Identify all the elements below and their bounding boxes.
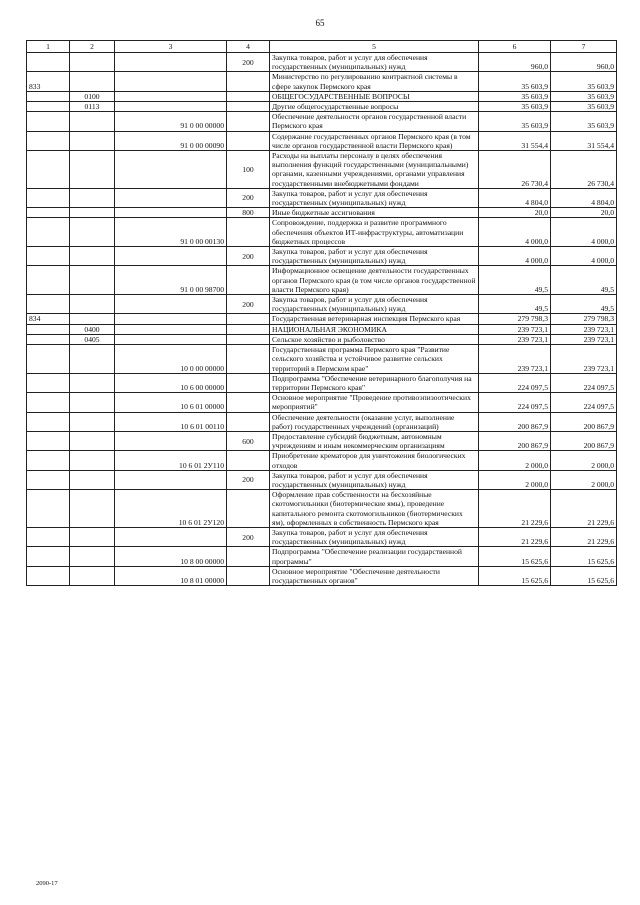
cell-target-article: 91 0 00 00090: [115, 131, 227, 150]
cell-expense-type: [227, 112, 270, 131]
cell-amount-year-1: 20,0: [479, 208, 551, 218]
cell-expense-type: [227, 324, 270, 334]
cell-ministry-code: [27, 208, 70, 218]
cell-amount-year-1: 4 804,0: [479, 188, 551, 207]
cell-section-code: [70, 527, 115, 546]
cell-expense-type: [227, 566, 270, 585]
cell-expense-type: [227, 72, 270, 91]
table-row: [27, 53, 617, 72]
cell-amount-year-2: 35 603,9: [551, 102, 617, 112]
cell-amount-year-2: 15 625,6: [551, 547, 617, 566]
table-row: [27, 451, 617, 470]
cell-amount-year-2: 15 625,6: [551, 566, 617, 585]
column-number: 2: [70, 41, 115, 53]
cell-target-article: [115, 470, 227, 489]
cell-amount-year-1: 239 723,1: [479, 334, 551, 344]
cell-amount-year-1: 2 000,0: [479, 451, 551, 470]
cell-amount-year-1: 224 097,5: [479, 373, 551, 392]
cell-amount-year-1: 31 554,4: [479, 131, 551, 150]
cell-description: Государственная ветеринарная инспекция Пермского края: [270, 314, 479, 324]
cell-ministry-code: 834: [27, 314, 70, 324]
cell-description: Иные бюджетные ассигнования: [270, 208, 479, 218]
cell-section-code: [70, 53, 115, 72]
cell-section-code: [70, 295, 115, 314]
cell-amount-year-1: 239 723,1: [479, 324, 551, 334]
cell-expense-type: 200: [227, 527, 270, 546]
cell-amount-year-2: 4 000,0: [551, 218, 617, 247]
cell-target-article: [115, 53, 227, 72]
cell-description: НАЦИОНАЛЬНАЯ ЭКОНОМИКА: [270, 324, 479, 334]
cell-target-article: 10 8 01 00000: [115, 566, 227, 585]
column-number: 6: [479, 41, 551, 53]
cell-amount-year-1: 26 730,4: [479, 151, 551, 189]
cell-amount-year-2: 35 603,9: [551, 112, 617, 131]
cell-target-article: 91 0 00 00130: [115, 218, 227, 247]
cell-ministry-code: [27, 266, 70, 295]
cell-ministry-code: [27, 112, 70, 131]
cell-ministry-code: [27, 295, 70, 314]
cell-expense-type: 600: [227, 431, 270, 450]
cell-expense-type: [227, 547, 270, 566]
column-number: 7: [551, 41, 617, 53]
table-row: [27, 247, 617, 266]
cell-amount-year-2: 49,5: [551, 266, 617, 295]
cell-amount-year-1: 21 229,6: [479, 490, 551, 528]
cell-target-article: 10 6 00 00000: [115, 373, 227, 392]
cell-description: Оформление прав собственности на бесхозяйные скотомогильники (биотермические ямы), проведение капитального ремонта скотомогильников (биотермических ям), оформленных в собственность Пермского края: [270, 490, 479, 528]
cell-section-code: [70, 373, 115, 392]
cell-expense-type: 100: [227, 151, 270, 189]
cell-ministry-code: [27, 490, 70, 528]
cell-ministry-code: [27, 393, 70, 412]
cell-expense-type: 200: [227, 295, 270, 314]
cell-description: Содержание государственных органов Пермского края (в том числе органов государственной власти Пермского края): [270, 131, 479, 150]
column-number: 3: [115, 41, 227, 53]
cell-description: Закупка товаров, работ и услуг для обеспечения государственных (муниципальных) нужд: [270, 53, 479, 72]
cell-amount-year-2: 35 603,9: [551, 91, 617, 101]
cell-amount-year-2: 31 554,4: [551, 131, 617, 150]
cell-section-code: 0100: [70, 91, 115, 101]
table-row: [27, 334, 617, 344]
cell-amount-year-1: 960,0: [479, 53, 551, 72]
cell-target-article: 10 6 01 2У120: [115, 490, 227, 528]
cell-section-code: [70, 151, 115, 189]
table-row: [27, 266, 617, 295]
cell-description: Приобретение крематоров для уничтожения биологических отходов: [270, 451, 479, 470]
cell-amount-year-2: 239 723,1: [551, 345, 617, 374]
cell-description: Министерство по регулированию контрактной системы в сфере закупок Пермского края: [270, 72, 479, 91]
cell-expense-type: [227, 490, 270, 528]
cell-section-code: [70, 451, 115, 470]
cell-amount-year-2: 20,0: [551, 208, 617, 218]
cell-description: Сельское хозяйство и рыболовство: [270, 334, 479, 344]
cell-section-code: 0405: [70, 334, 115, 344]
table-row: [27, 208, 617, 218]
cell-ministry-code: [27, 247, 70, 266]
cell-ministry-code: [27, 53, 70, 72]
cell-ministry-code: [27, 131, 70, 150]
cell-expense-type: [227, 266, 270, 295]
cell-expense-type: [227, 345, 270, 374]
cell-section-code: [70, 188, 115, 207]
cell-expense-type: [227, 314, 270, 324]
cell-target-article: [115, 208, 227, 218]
cell-amount-year-1: 35 603,9: [479, 72, 551, 91]
cell-description: Государственная программа Пермского края "Развитие сельского хозяйства и устойчивое развитие сельских территорий в Пермском крае": [270, 345, 479, 374]
cell-target-article: [115, 102, 227, 112]
table-row: [27, 566, 617, 585]
cell-ministry-code: [27, 218, 70, 247]
table-row: [27, 151, 617, 189]
cell-description: Закупка товаров, работ и услуг для обеспечения государственных (муниципальных) нужд: [270, 527, 479, 546]
cell-expense-type: 200: [227, 53, 270, 72]
cell-ministry-code: [27, 412, 70, 431]
cell-description: Подпрограмма "Обеспечение ветеринарного благополучия на территории Пермского края": [270, 373, 479, 392]
cell-target-article: 10 8 00 00000: [115, 547, 227, 566]
cell-amount-year-2: 21 229,6: [551, 527, 617, 546]
cell-amount-year-2: 279 798,3: [551, 314, 617, 324]
cell-ministry-code: [27, 324, 70, 334]
table-row: [27, 218, 617, 247]
cell-ministry-code: [27, 91, 70, 101]
cell-description: Подпрограмма "Обеспечение реализации государственной программы": [270, 547, 479, 566]
cell-section-code: [70, 345, 115, 374]
cell-description: Информационное освещение деятельности государственных органов Пермского края (в том числе органов государственной власти Пермского края): [270, 266, 479, 295]
table-row: [27, 112, 617, 131]
page-number: 65: [315, 18, 325, 28]
cell-description: Закупка товаров, работ и услуг для обеспечения государственных (муниципальных) нужд: [270, 188, 479, 207]
column-number-row: [27, 41, 617, 53]
cell-amount-year-1: 35 603,9: [479, 102, 551, 112]
cell-expense-type: 200: [227, 247, 270, 266]
cell-target-article: [115, 188, 227, 207]
cell-amount-year-2: 49,5: [551, 295, 617, 314]
cell-section-code: 0113: [70, 102, 115, 112]
table-row: [27, 314, 617, 324]
cell-ministry-code: 833: [27, 72, 70, 91]
cell-expense-type: [227, 412, 270, 431]
cell-section-code: [70, 266, 115, 295]
cell-target-article: 91 0 00 00000: [115, 112, 227, 131]
budget-rows: [27, 53, 617, 586]
cell-section-code: [70, 566, 115, 585]
cell-amount-year-2: 239 723,1: [551, 324, 617, 334]
cell-expense-type: [227, 334, 270, 344]
cell-section-code: [70, 412, 115, 431]
table-row: [27, 470, 617, 489]
cell-section-code: [70, 547, 115, 566]
table-row: [27, 345, 617, 374]
cell-target-article: 10 0 00 00000: [115, 345, 227, 374]
table-row: [27, 102, 617, 112]
table-row: [27, 393, 617, 412]
cell-amount-year-1: 239 723,1: [479, 345, 551, 374]
cell-description: Другие общегосударственные вопросы: [270, 102, 479, 112]
cell-section-code: [70, 393, 115, 412]
cell-description: Предоставление субсидий бюджетным, автономным учреждениям и иным некоммерческим организациям: [270, 431, 479, 450]
cell-amount-year-2: 2 000,0: [551, 470, 617, 489]
table-row: [27, 72, 617, 91]
cell-expense-type: [227, 131, 270, 150]
cell-expense-type: [227, 373, 270, 392]
cell-ministry-code: [27, 431, 70, 450]
table-row: [27, 188, 617, 207]
table-row: [27, 373, 617, 392]
cell-section-code: [70, 490, 115, 528]
cell-amount-year-2: 200 867,9: [551, 412, 617, 431]
cell-description: Закупка товаров, работ и услуг для обеспечения государственных (муниципальных) нужд: [270, 295, 479, 314]
cell-target-article: [115, 431, 227, 450]
cell-expense-type: [227, 451, 270, 470]
cell-amount-year-1: 200 867,9: [479, 412, 551, 431]
cell-amount-year-2: 239 723,1: [551, 334, 617, 344]
cell-section-code: [70, 247, 115, 266]
cell-ministry-code: [27, 470, 70, 489]
table-row: [27, 324, 617, 334]
cell-expense-type: [227, 218, 270, 247]
table-row: [27, 527, 617, 546]
cell-amount-year-2: 21 229,6: [551, 490, 617, 528]
footer-code: 2090-17: [36, 880, 58, 887]
cell-section-code: [70, 72, 115, 91]
cell-amount-year-2: 960,0: [551, 53, 617, 72]
cell-amount-year-1: 224 097,5: [479, 393, 551, 412]
cell-section-code: [70, 431, 115, 450]
cell-target-article: 10 6 01 00110: [115, 412, 227, 431]
cell-description: Расходы на выплаты персоналу в целях обеспечения выполнения функций государственными (муниципальными) органами, казенными учреждениями, органами управления государственными внебюджетными фондами: [270, 151, 479, 189]
cell-amount-year-1: 35 603,9: [479, 112, 551, 131]
cell-amount-year-1: 2 000,0: [479, 470, 551, 489]
cell-section-code: [70, 131, 115, 150]
cell-description: Сопровождение, поддержка и развитие программного обеспечения объектов ИТ-инфраструктуры, автоматизации бюджетных процессов: [270, 218, 479, 247]
cell-target-article: [115, 295, 227, 314]
cell-target-article: [115, 527, 227, 546]
cell-target-article: [115, 72, 227, 91]
cell-amount-year-1: 35 603,9: [479, 91, 551, 101]
cell-ministry-code: [27, 566, 70, 585]
cell-section-code: [70, 218, 115, 247]
cell-amount-year-1: 15 625,6: [479, 547, 551, 566]
cell-amount-year-1: 49,5: [479, 266, 551, 295]
cell-section-code: [70, 112, 115, 131]
cell-expense-type: [227, 102, 270, 112]
cell-amount-year-2: 35 603,9: [551, 72, 617, 91]
cell-target-article: [115, 334, 227, 344]
cell-description: Закупка товаров, работ и услуг для обеспечения государственных (муниципальных) нужд: [270, 470, 479, 489]
cell-ministry-code: [27, 527, 70, 546]
cell-amount-year-2: 2 000,0: [551, 451, 617, 470]
column-number: 4: [227, 41, 270, 53]
cell-expense-type: 800: [227, 208, 270, 218]
cell-description: Основное мероприятие "Проведение противоэпизоотических мероприятий": [270, 393, 479, 412]
cell-amount-year-1: 279 798,3: [479, 314, 551, 324]
cell-amount-year-1: 4 000,0: [479, 218, 551, 247]
cell-target-article: 10 6 01 2У110: [115, 451, 227, 470]
table-row: [27, 547, 617, 566]
table-row: [27, 412, 617, 431]
cell-amount-year-1: 4 000,0: [479, 247, 551, 266]
cell-target-article: [115, 314, 227, 324]
cell-amount-year-2: 224 097,5: [551, 373, 617, 392]
cell-amount-year-2: 26 730,4: [551, 151, 617, 189]
cell-section-code: [70, 208, 115, 218]
table-row: [27, 490, 617, 528]
cell-expense-type: 200: [227, 188, 270, 207]
budget-table: [26, 40, 617, 586]
cell-target-article: [115, 247, 227, 266]
cell-ministry-code: [27, 345, 70, 374]
cell-amount-year-1: 49,5: [479, 295, 551, 314]
cell-ministry-code: [27, 102, 70, 112]
cell-expense-type: [227, 393, 270, 412]
cell-ministry-code: [27, 334, 70, 344]
cell-section-code: [70, 314, 115, 324]
cell-expense-type: [227, 91, 270, 101]
cell-section-code: 0400: [70, 324, 115, 334]
cell-amount-year-1: 15 625,6: [479, 566, 551, 585]
cell-amount-year-1: 200 867,9: [479, 431, 551, 450]
cell-target-article: 91 0 00 98700: [115, 266, 227, 295]
cell-target-article: [115, 91, 227, 101]
column-number: 5: [270, 41, 479, 53]
cell-target-article: [115, 324, 227, 334]
cell-ministry-code: [27, 188, 70, 207]
cell-description: Обеспечение деятельности органов государственной власти Пермского края: [270, 112, 479, 131]
cell-ministry-code: [27, 151, 70, 189]
table-row: [27, 295, 617, 314]
cell-description: Обеспечение деятельности (оказание услуг, выполнение работ) государственных учреждений (организаций): [270, 412, 479, 431]
cell-ministry-code: [27, 547, 70, 566]
cell-target-article: [115, 151, 227, 189]
cell-section-code: [70, 470, 115, 489]
cell-amount-year-2: 4 000,0: [551, 247, 617, 266]
cell-amount-year-2: 4 804,0: [551, 188, 617, 207]
column-number: 1: [27, 41, 70, 53]
table-row: [27, 91, 617, 101]
cell-expense-type: 200: [227, 470, 270, 489]
cell-description: Основное мероприятие "Обеспечение деятельности государственных органов": [270, 566, 479, 585]
cell-target-article: 10 6 01 00000: [115, 393, 227, 412]
cell-amount-year-1: 21 229,6: [479, 527, 551, 546]
cell-ministry-code: [27, 451, 70, 470]
cell-amount-year-2: 224 097,5: [551, 393, 617, 412]
table-row: [27, 431, 617, 450]
cell-amount-year-2: 200 867,9: [551, 431, 617, 450]
cell-ministry-code: [27, 373, 70, 392]
cell-description: ОБЩЕГОСУДАРСТВЕННЫЕ ВОПРОСЫ: [270, 91, 479, 101]
cell-description: Закупка товаров, работ и услуг для обеспечения государственных (муниципальных) нужд: [270, 247, 479, 266]
table-row: [27, 131, 617, 150]
